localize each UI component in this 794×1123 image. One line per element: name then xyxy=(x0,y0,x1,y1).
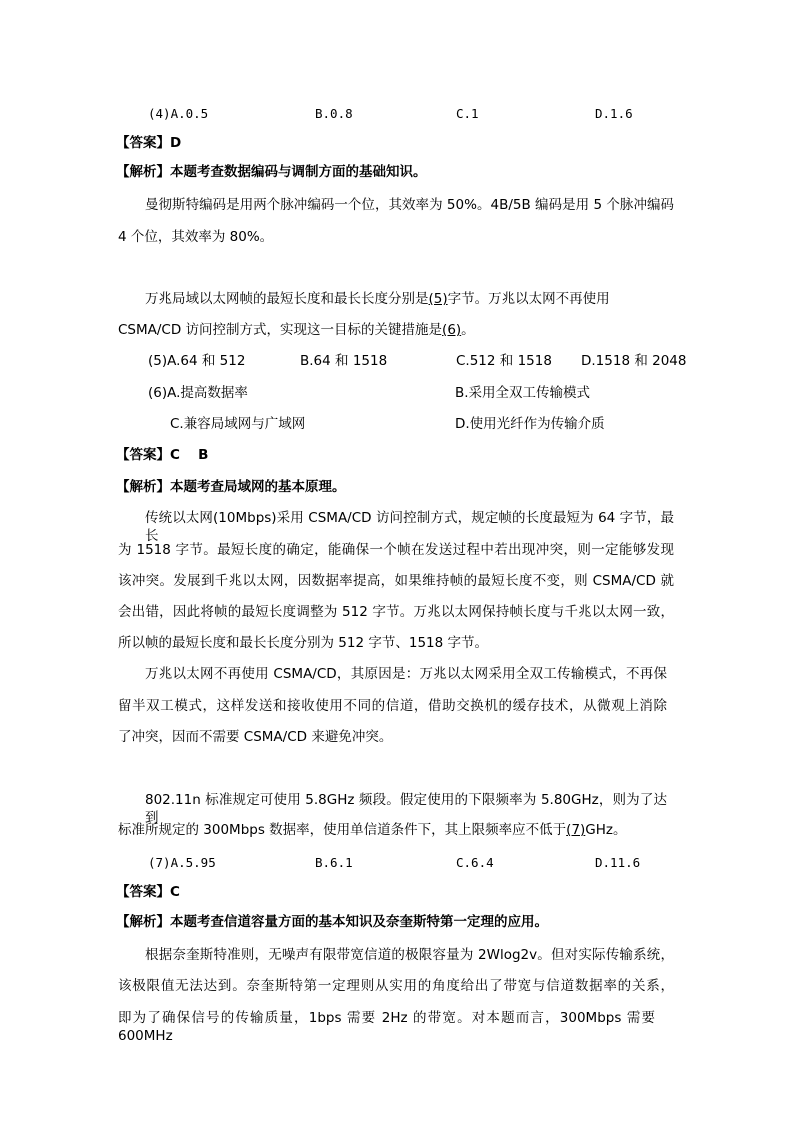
option-5a: (5)A.64 和 512 xyxy=(148,353,246,369)
analysis-56-line: 所以帧的最短长度和最长长度分别为 512 字节、1518 字节。 xyxy=(118,635,488,651)
question-7-line-2 xyxy=(118,821,627,839)
analysis-4-heading: 【解析】本题考查数据编码与调制方面的基础知识。 xyxy=(116,164,427,180)
option-5b: B.64 和 1518 xyxy=(300,353,388,369)
option-6d: D.使用光纤作为传输介质 xyxy=(455,416,605,432)
analysis-56-line: 传统以太网(10Mbps)采用 CSMA/CD 访问控制方式，规定帧的长度最短为 64 字节，最长 xyxy=(145,510,674,544)
option-4d: D.1.6 xyxy=(595,106,633,121)
text: 字节。万兆以太网不再使用 xyxy=(447,291,610,307)
question-6-line xyxy=(118,321,475,339)
analysis-4-line: 曼彻斯特编码是用两个脉冲编码一个位，其效率为 50%。4B/5B 编码是用 5 个脉冲编码 xyxy=(145,197,674,213)
option-5d: D.1518 和 2048 xyxy=(581,353,687,369)
analysis-7-heading: 【解析】本题考查信道容量方面的基本知识及奈奎斯特第一定理的应用。 xyxy=(116,914,548,930)
text: 。 xyxy=(461,322,475,338)
analysis-56-line: 万兆以太网不再使用 CSMA/CD，其原因是：万兆以太网采用全双工传输模式，不再保 xyxy=(145,666,667,682)
text: CSMA/CD 访问控制方式，实现这一目标的关键措施是 xyxy=(118,322,443,338)
text: 标准所规定的 300Mbps 数据率，使用单信道条件下，其上限频率应不低于 xyxy=(118,822,567,838)
option-7c: C.6.4 xyxy=(456,855,494,870)
analysis-7-line: 即为了确保信号的传输质量，1bps 需要 2Hz 的带宽。对本题而言，300Mbps 需要 600MHz xyxy=(118,1010,655,1044)
analysis-7-line: 根据奈奎斯特准则，无噪声有限带宽信道的极限容量为 2Wlog2v。但对实际传输系统， xyxy=(145,947,674,963)
answer-7: 【答案】C xyxy=(116,884,180,900)
option-4c: C.1 xyxy=(456,106,479,121)
option-4b: B.0.8 xyxy=(315,106,353,121)
blank-6: (6) xyxy=(442,322,462,338)
analysis-56-line: 为 1518 字节。最短长度的确定，能确保一个帧在发送过程中若出现冲突，则一定能够发现 xyxy=(118,542,674,558)
analysis-7-line: 该极限值无法达到。奈奎斯特第一定理则从实用的角度给出了带宽与信道数据率的关系， xyxy=(118,978,674,994)
option-7d: D.11.6 xyxy=(595,855,641,870)
analysis-4-line: 4 个位，其效率为 80%。 xyxy=(118,229,274,245)
question-7-line-1: 802.11n 标准规定可使用 5.8GHz 频段。假定使用的下限频率为 5.80GHz，则为了达到 xyxy=(145,792,667,826)
text: GHz。 xyxy=(585,822,627,838)
answer-4: 【答案】D xyxy=(116,135,182,151)
analysis-56-line: 该冲突。发展到千兆以太网，因数据率提高，如果维持帧的最短长度不变，则 CSMA/CD 就 xyxy=(118,573,674,589)
answer-56: 【答案】C B xyxy=(116,447,209,463)
analysis-56-line: 留半双工模式，这样发送和接收使用不同的信道，借助交换机的缓存技术，从微观上消除 xyxy=(118,698,667,714)
analysis-56-line: 会出错，因此将帧的最短长度调整为 512 字节。万兆以太网保持帧长度与千兆以太网一致， xyxy=(118,604,674,620)
blank-7: (7) xyxy=(566,822,586,838)
option-6c: C.兼容局域网与广域网 xyxy=(170,416,306,432)
blank-5: (5) xyxy=(428,291,448,307)
option-4a: (4)A.0.5 xyxy=(148,106,209,121)
option-7b: B.6.1 xyxy=(315,855,353,870)
analysis-56-heading: 【解析】本题考查局域网的基本原理。 xyxy=(116,479,346,495)
option-6b: B.采用全双工传输模式 xyxy=(455,385,591,401)
option-7a: (7)A.5.95 xyxy=(148,855,216,870)
option-5c: C.512 和 1518 xyxy=(456,353,552,369)
question-5-line-1 xyxy=(145,290,610,308)
analysis-56-line: 了冲突，因而不需要 CSMA/CD 来避免冲突。 xyxy=(118,729,393,745)
option-6a: (6)A.提高数据率 xyxy=(148,385,248,401)
text: 万兆局域以太网帧的最短长度和最长长度分别是 xyxy=(145,291,429,307)
